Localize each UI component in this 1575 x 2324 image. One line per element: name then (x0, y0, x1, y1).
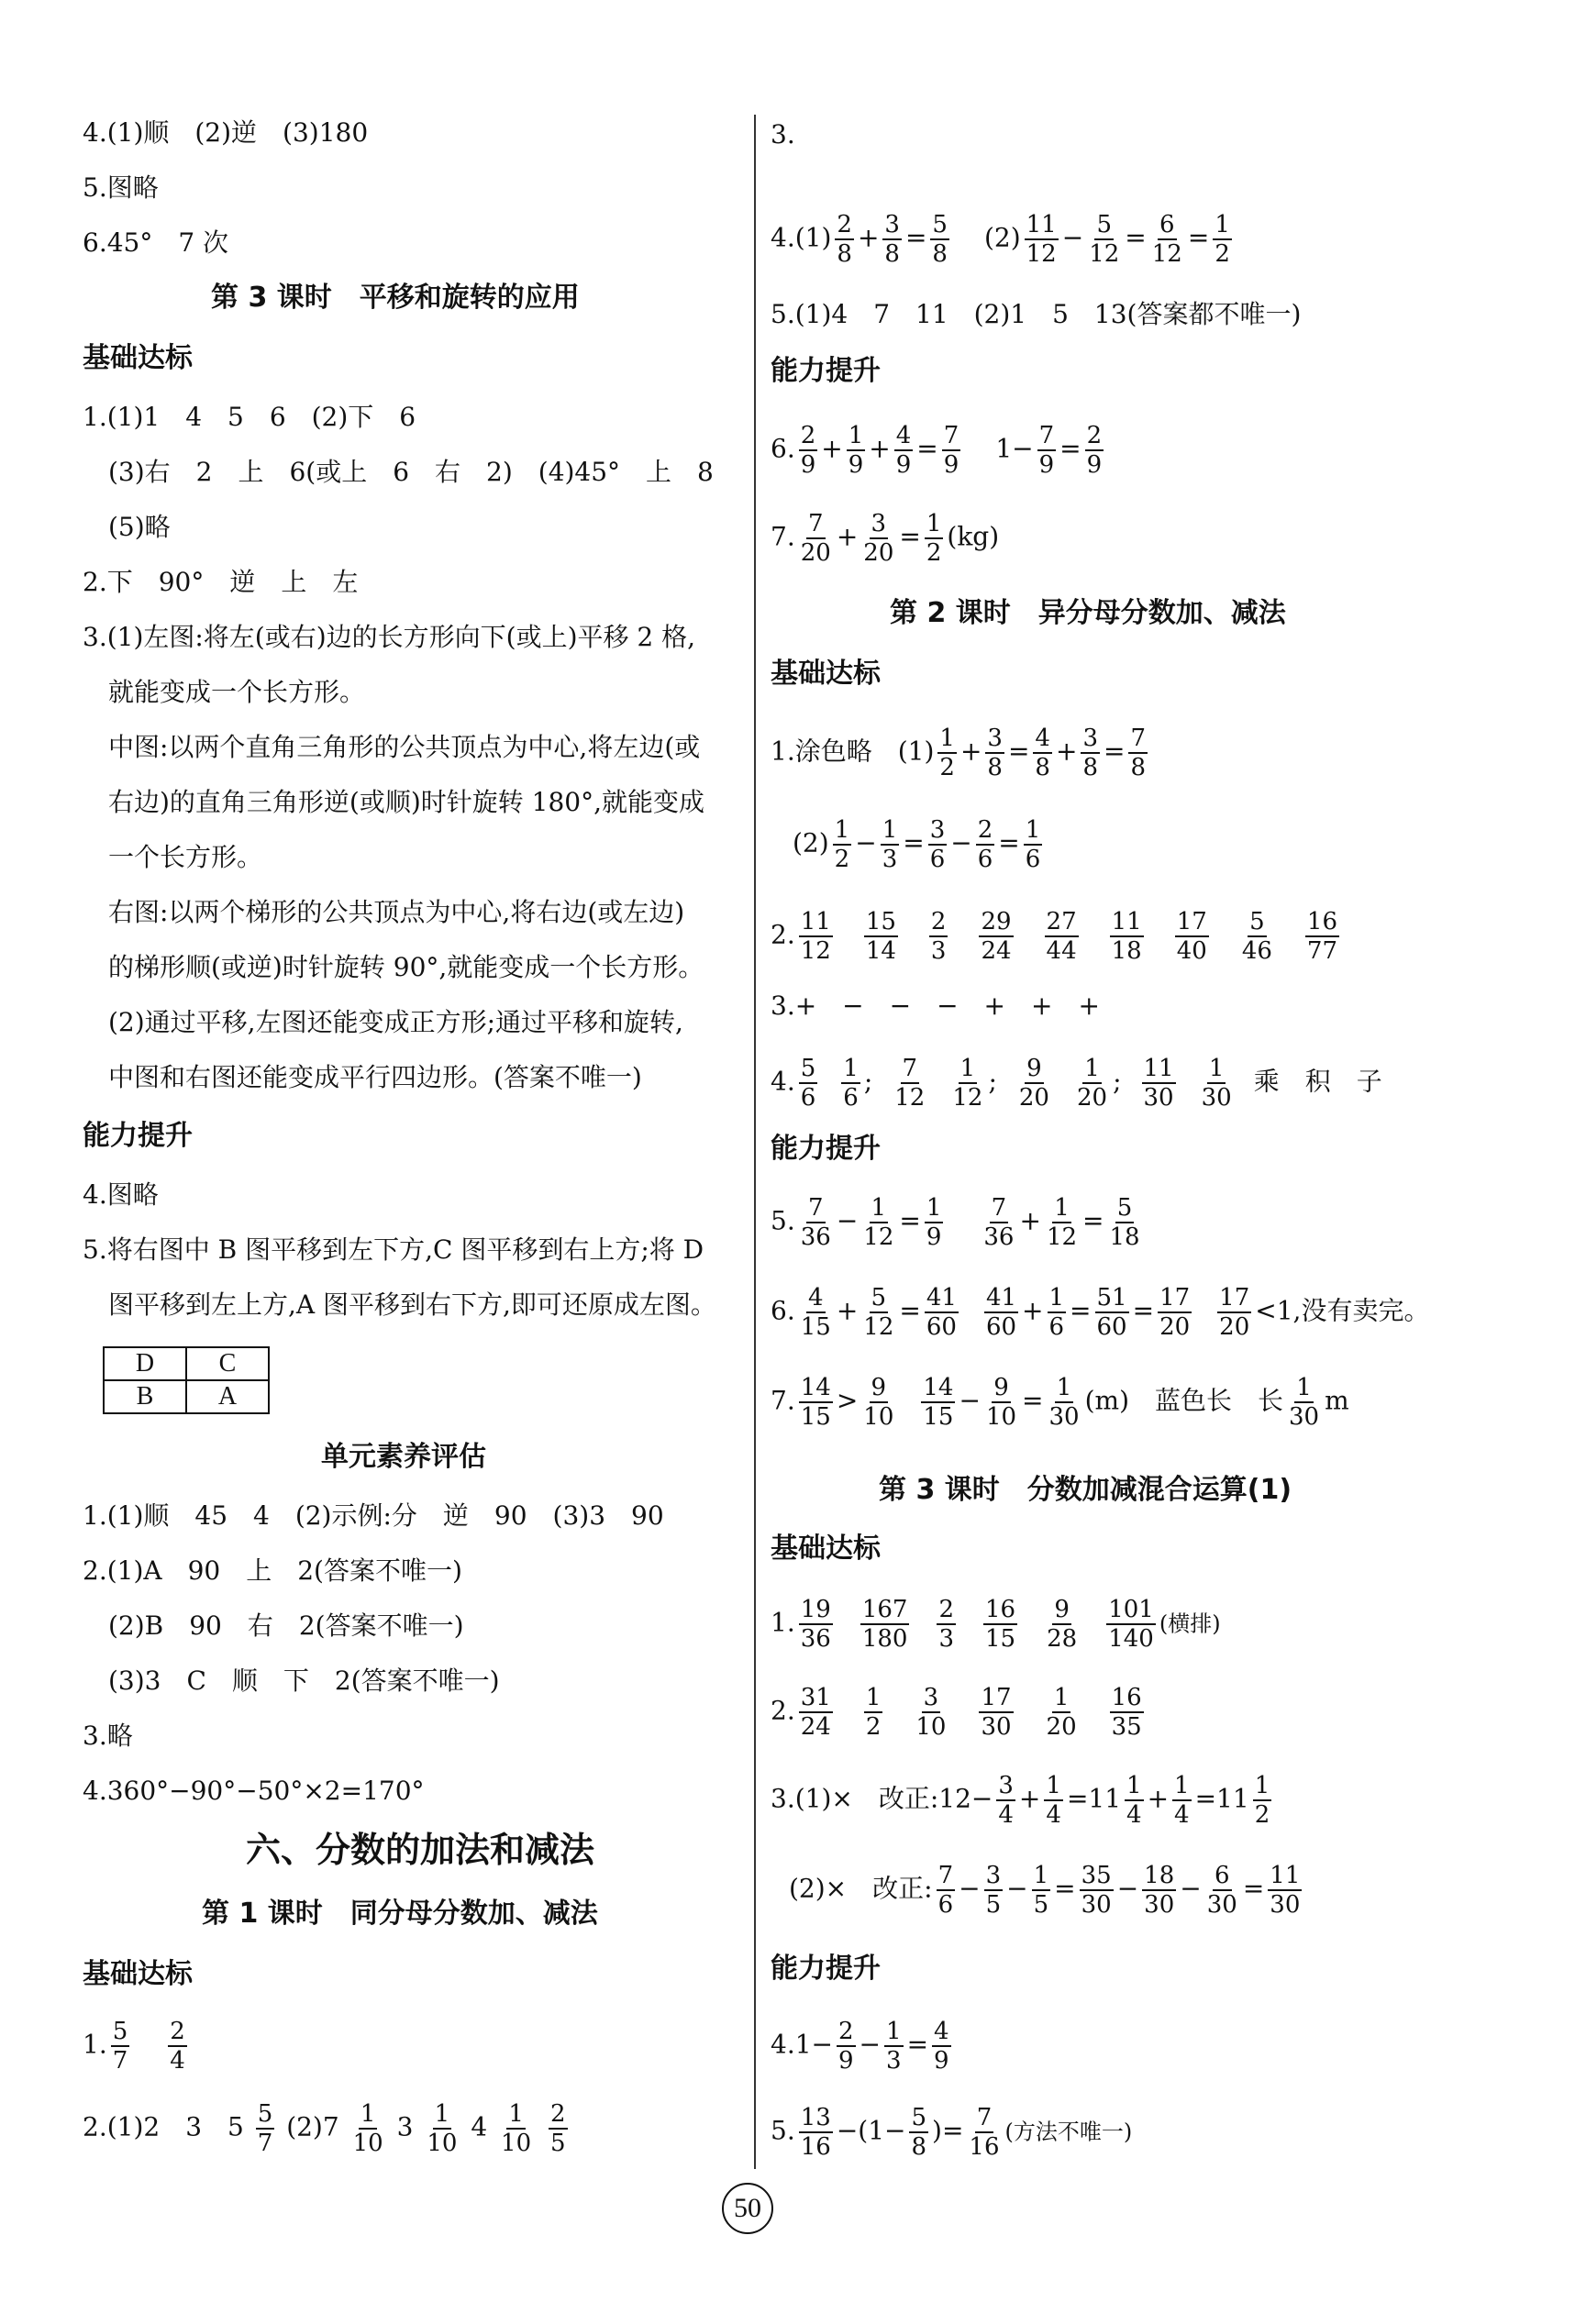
fraction: $\frac{2}{6}$ (977, 816, 993, 873)
fraction: $\frac{5}{8}$ (911, 2104, 927, 2161)
fraction: $\frac{17}{40}$ (1176, 908, 1207, 965)
fraction: $\frac{2}{3}$ (938, 1596, 954, 1653)
unit-text: (kg) (947, 521, 1000, 552)
question-label: 7. (771, 521, 795, 552)
answer-text: 乘 积 子 (1253, 1066, 1382, 1097)
fraction: $\frac{41}{60}$ (985, 1284, 1017, 1341)
fraction: $\frac{7}{16}$ (969, 2104, 1000, 2161)
fraction: $\frac{7}{8}$ (1130, 725, 1146, 781)
answer-text: (横排) (1159, 1610, 1221, 1637)
fraction: $\frac{11}{18}$ (1111, 908, 1142, 965)
fraction: $\frac{1}{20}$ (1046, 1684, 1077, 1741)
answer-line-fractions: 5. $\frac{13}{16}$ −(1− $\frac{5}{8}$ )= $\frac{7}{16}$ (方法不唯一) (771, 2104, 1133, 2161)
fraction: $\frac{5}{18}$ (1109, 1194, 1140, 1251)
answer-line-fractions: 6. $\frac{4}{15}$ + $\frac{5}{12}$ = $\frac{41}{60}$ $\frac{41}{60}$ + $\frac{1}{6}$ = $\frac{51}{60}$ = $\frac{17}{20}$ $\frac{17}{20}$ <1,没有卖完。 (771, 1284, 1430, 1341)
answer-line-fractions: 4.(1) $\frac{2}{8}$ + $\frac{3}{8}$ = $\frac{5}{8}$ (2) $\frac{11}{12}$ − $\frac{5}{12}$ = $\frac{6}{12}$ = $\frac{1}{2}$ (771, 211, 1230, 268)
fraction: $\frac{1}{4}$ (1126, 1772, 1142, 1829)
fraction: $\frac{51}{60}$ (1096, 1284, 1127, 1341)
fraction: $\frac{1}{2}$ (926, 510, 942, 567)
answer-text: =11 (1194, 1783, 1249, 1814)
unit-text: m (1325, 1385, 1349, 1416)
fraction: $\frac{5}{7}$ (257, 2100, 273, 2157)
question-label: 2. (771, 919, 795, 950)
fraction: $\frac{19}{36}$ (800, 1596, 831, 1653)
answer-line: 图平移到左上方,A 图平移到右下方,即可还原成左图。 (108, 1289, 716, 1320)
answer-line: 1.(1)顺 45 4 (2)示例:分 逆 90 (3)3 90 (83, 1500, 664, 1531)
answer-line: 5.图略 (83, 172, 159, 203)
fraction: $\frac{16}{77}$ (1306, 908, 1338, 965)
answer-line: 5.将右图中 B 图平移到左下方,C 图平移到右上方;将 D (83, 1234, 704, 1265)
answer-line-fractions: 7. $\frac{7}{20}$ + $\frac{3}{20}$ = $\frac{1}{2}$ (kg) (771, 510, 1000, 567)
answer-line: 中图和右图还能变成平行四边形。(答案不唯一) (108, 1062, 642, 1092)
fraction: $\frac{15}{14}$ (865, 908, 896, 965)
grid-cell: A (186, 1380, 269, 1413)
fraction: $\frac{1}{6}$ (1025, 816, 1041, 873)
answer-text: 2.(1)2 3 5 (83, 2111, 244, 2142)
question-label: 1. (771, 1607, 795, 1638)
section-heading: 能力提升 (771, 1953, 881, 1985)
answer-text: (2) (793, 827, 829, 858)
grid-cell: C (186, 1347, 269, 1380)
fraction: $\frac{13}{16}$ (800, 2104, 831, 2161)
fraction: $\frac{1}{4}$ (1174, 1772, 1190, 1829)
answer-line: 一个长方形。 (108, 842, 263, 872)
answer-line: 6.45° 7 次 (83, 227, 229, 258)
fraction: $\frac{1}{9}$ (926, 1194, 942, 1251)
fraction: $\frac{3}{10}$ (915, 1684, 947, 1741)
fraction: $\frac{7}{6}$ (937, 1862, 954, 1919)
answer-line: (5)略 (108, 512, 171, 542)
fraction: $\frac{4}{9}$ (934, 2018, 949, 2075)
answer-text: 4.(1) (771, 222, 832, 253)
question-label: 5. (771, 2115, 795, 2146)
fraction: $\frac{1}{10}$ (352, 2100, 383, 2157)
answer-text: (2)7 (286, 2111, 339, 2142)
answer-line: (2)B 90 右 2(答案不唯一) (108, 1610, 464, 1641)
answer-text: (2) (983, 222, 1021, 253)
answer-line: 4.360°−90°−50°×2=170° (83, 1776, 425, 1806)
answer-line: 1.(1)1 4 5 6 (2)下 6 (83, 402, 416, 432)
fraction: $\frac{3}{5}$ (985, 1862, 1002, 1919)
answer-line-fractions (771, 119, 795, 150)
grid-cell: B (104, 1380, 186, 1413)
fraction: $\frac{4}{15}$ (800, 1284, 831, 1341)
fraction: $\frac{1}{2}$ (834, 816, 850, 873)
answer-text: 4.1− (771, 2029, 833, 2060)
answer-text: 4 (471, 2111, 488, 2142)
fraction: $\frac{2}{5}$ (550, 2100, 566, 2157)
fraction: $\frac{1}{5}$ (1033, 1862, 1049, 1919)
answer-text: 3 (396, 2111, 414, 2142)
answer-text: =11 (1066, 1783, 1122, 1814)
question-label: 6. (771, 433, 795, 464)
fraction: $\frac{7}{36}$ (983, 1194, 1015, 1251)
fraction: $\frac{3}{8}$ (987, 725, 1003, 781)
question-label: 2. (771, 1695, 795, 1726)
fraction: $\frac{29}{24}$ (981, 908, 1012, 965)
section-heading: 基础达标 (771, 658, 881, 690)
fraction: $\frac{27}{44}$ (1046, 908, 1077, 965)
answer-line: 2.下 90° 逆 上 左 (83, 567, 359, 597)
answer-line: 4.(1)顺 (2)逆 (3)180 (83, 117, 369, 148)
fraction: $\frac{2}{9}$ (838, 2018, 854, 2075)
answer-line: 中图:以两个直角三角形的公共顶点为中心,将左边(或 (108, 732, 701, 762)
section-heading: 基础达标 (83, 1958, 193, 1990)
answer-line: (3)3 C 顺 下 2(答案不唯一) (108, 1666, 500, 1696)
question-label: 3. (771, 119, 795, 149)
fraction: $\frac{14}{15}$ (800, 1374, 831, 1431)
question-label: 4. (771, 1066, 795, 1097)
fraction: $\frac{1}{10}$ (501, 2100, 532, 2157)
fraction: $\frac{1}{12}$ (1046, 1194, 1078, 1251)
fraction: $\frac{18}{30}$ (1144, 1862, 1175, 1919)
section-heading: 基础达标 (83, 342, 193, 374)
question-label: 7. (771, 1385, 795, 1416)
fraction: $\frac{2}{9}$ (800, 422, 816, 479)
answer-text: (方法不唯一) (1004, 2119, 1133, 2145)
fraction: $\frac{11}{12}$ (1026, 211, 1057, 268)
fraction: $\frac{9}{10}$ (985, 1374, 1017, 1431)
fraction: $\frac{1}{30}$ (1048, 1374, 1080, 1431)
fraction: $\frac{14}{15}$ (923, 1374, 954, 1431)
fraction: $\frac{1}{2}$ (1254, 1772, 1270, 1829)
fraction: $\frac{11}{30}$ (1270, 1862, 1301, 1919)
fraction: $\frac{1}{6}$ (843, 1055, 859, 1112)
fraction: $\frac{1}{2}$ (865, 1684, 882, 1741)
answer-line: 2.(1)A 90 上 2(答案不唯一) (83, 1555, 462, 1586)
section-heading: 能力提升 (771, 355, 881, 387)
lesson-heading: 第 2 课时 异分母分数加、减法 (890, 597, 1286, 629)
question-label: 5. (771, 1205, 795, 1236)
fraction: $\frac{5}{12}$ (863, 1284, 894, 1341)
fraction: $\frac{7}{9}$ (943, 422, 959, 479)
column-divider (754, 115, 756, 2169)
section-heading: 能力提升 (771, 1133, 881, 1165)
fraction: $\frac{1}{3}$ (886, 2018, 902, 2075)
section-heading: 基础达标 (771, 1533, 881, 1565)
fraction: $\frac{5}{8}$ (932, 211, 948, 268)
fraction: $\frac{31}{24}$ (800, 1684, 831, 1741)
fraction: $\frac{17}{20}$ (1219, 1284, 1250, 1341)
fraction: $\frac{1}{30}$ (1289, 1374, 1320, 1431)
answer-line-fractions: 4.1− $\frac{2}{9}$ − $\frac{1}{3}$ = $\frac{4}{9}$ (771, 2018, 949, 2075)
fraction: $\frac{7}{12}$ (894, 1055, 926, 1112)
answer-line: (2)通过平移,左图还能变成正方形;通过平移和旋转, (108, 1007, 683, 1037)
answer-line-fractions (771, 908, 1343, 965)
answer-line: 4.图略 (83, 1179, 159, 1210)
answer-text: <1,没有卖完。 (1255, 1295, 1430, 1326)
fraction: $\frac{5}{6}$ (800, 1055, 816, 1112)
answer-line-fractions: 4. $\frac{5}{6}$ $\frac{1}{6}$ ; $\frac{7}{12}$ $\frac{1}{12}$ ; $\frac{9}{20}$ $\frac{1}{20}$ ; $\frac{11}{30}$ $\frac{1}{30}$ 乘 积 子 (771, 1055, 1382, 1112)
question-label: 6. (771, 1295, 795, 1326)
fraction: $\frac{7}{9}$ (1038, 422, 1055, 479)
fraction: $\frac{16}{15}$ (985, 1596, 1016, 1653)
answer-line: (3)右 2 上 6(或上 6 右 2) (4)45° 上 8 (108, 457, 714, 487)
fraction: $\frac{1}{2}$ (939, 725, 955, 781)
fraction: $\frac{3}{4}$ (998, 1772, 1014, 1829)
chapter-heading: 六、分数的加法和减法 (246, 1830, 595, 1870)
fraction: $\frac{9}{28}$ (1047, 1596, 1078, 1653)
answer-line-fractions: (2) $\frac{1}{2}$ − $\frac{1}{3}$ = $\frac{3}{6}$ − $\frac{2}{6}$ = $\frac{1}{6}$ (793, 816, 1041, 873)
answer-text: 1− (995, 433, 1034, 464)
fraction: $\frac{6}{12}$ (1151, 211, 1182, 268)
fraction: $\frac{4}{9}$ (895, 422, 912, 479)
answer-line-fractions: 7. $\frac{14}{15}$ > $\frac{9}{10}$ $\frac{14}{15}$ − $\frac{9}{10}$ = $\frac{1}{30}$ (m) 蓝色长 长 $\frac{1}{30}$ m (771, 1374, 1349, 1431)
fraction: $\frac{1}{9}$ (848, 422, 864, 479)
fraction: $\frac{5}{46}$ (1241, 908, 1272, 965)
fraction: $\frac{4}{8}$ (1035, 725, 1050, 781)
fraction: $\frac{11}{30}$ (1143, 1055, 1174, 1112)
answer-line-fractions: 5. $\frac{7}{36}$ − $\frac{1}{12}$ = $\frac{1}{9}$ $\frac{7}{36}$ + $\frac{1}{12}$ = $\frac{5}{18}$ (771, 1194, 1140, 1251)
fraction: $\frac{2}{3}$ (930, 908, 947, 965)
answer-line-fractions (83, 2100, 571, 2157)
answer-text: 1.涂色略 (1) (771, 736, 935, 767)
fraction: $\frac{167}{180}$ (861, 1596, 908, 1653)
fraction: $\frac{5}{12}$ (1089, 211, 1120, 268)
fraction: $\frac{41}{60}$ (926, 1284, 957, 1341)
fraction: $\frac{1}{4}$ (1046, 1772, 1061, 1829)
fraction: $\frac{7}{36}$ (800, 1194, 831, 1251)
answer-text: (m) 蓝色长 长 (1084, 1385, 1283, 1416)
question-label: 1. (83, 2029, 107, 2060)
answer-line-fractions (771, 1684, 1148, 1741)
fraction: $\frac{7}{20}$ (800, 510, 831, 567)
answer-line: 3.略 (83, 1721, 133, 1751)
fraction: $\frac{3}{20}$ (863, 510, 894, 567)
answer-line: 就能变成一个长方形。 (108, 677, 366, 707)
fraction: $\frac{1}{2}$ (1215, 211, 1230, 268)
fraction: $\frac{1}{12}$ (863, 1194, 894, 1251)
answer-line-fractions (771, 1596, 1221, 1653)
answer-line-fractions: 3.(1)× 改正:12− $\frac{3}{4}$ + $\frac{1}{4}$ =11 $\frac{1}{4}$ + $\frac{1}{4}$ =11 $\frac{1}{2}$ (771, 1772, 1270, 1829)
grid-cell: D (104, 1347, 186, 1380)
answer-line-fractions: 1.涂色略 (1) $\frac{1}{2}$ + $\frac{3}{8}$ = $\frac{4}{8}$ + $\frac{3}{8}$ = $\frac{7}{8}$ (771, 725, 1146, 781)
fraction: $\frac{17}{20}$ (1159, 1284, 1191, 1341)
fraction: $\frac{35}{30}$ (1081, 1862, 1112, 1919)
lesson-heading: 第 3 课时 平移和旋转的应用 (211, 282, 580, 314)
fraction: $\frac{2}{9}$ (1086, 422, 1103, 479)
fraction: $\frac{6}{30}$ (1206, 1862, 1237, 1919)
fraction: $\frac{3}{8}$ (884, 211, 900, 268)
fraction: $\frac{2}{8}$ (837, 211, 852, 268)
fraction: $\frac{1}{6}$ (1048, 1284, 1065, 1341)
fraction: $\frac{9}{10}$ (863, 1374, 894, 1431)
fraction: $\frac{17}{30}$ (981, 1684, 1012, 1741)
answer-line: 的梯形顺(或逆)时针旋转 90°,就能变成一个长方形。 (108, 952, 704, 982)
fraction: $\frac{9}{20}$ (1018, 1055, 1049, 1112)
answer-line-fractions (83, 2018, 191, 2075)
fraction: $\frac{1}{10}$ (427, 2100, 458, 2157)
fraction: $\frac{2}{4}$ (170, 2018, 185, 2075)
answer-line: 5.(1)4 7 11 (2)1 5 13(答案都不唯一) (771, 299, 1302, 329)
answer-text: (2)× 改正: (789, 1873, 933, 1904)
fraction: $\frac{1}{20}$ (1076, 1055, 1108, 1112)
section-heading: 能力提升 (83, 1120, 193, 1152)
answer-line: 3.+ − − − + + + (771, 990, 1100, 1021)
unit-heading: 单元素养评估 (321, 1441, 486, 1473)
answer-line-fractions: (2)× 改正: $\frac{7}{6}$ − $\frac{3}{5}$ − $\frac{1}{5}$ = $\frac{35}{30}$ − $\frac{18}{30}$ − $\frac{6}{30}$ = $\frac{11}{30}$ (789, 1862, 1301, 1919)
answer-text: −(1− (836, 2115, 906, 2146)
answer-line-fractions: 6. $\frac{2}{9}$ + $\frac{1}{9}$ + $\frac{4}{9}$ = $\frac{7}{9}$ 1− $\frac{7}{9}$ = $\frac{2}{9}$ (771, 422, 1103, 479)
restore-grid (103, 1346, 270, 1414)
fraction: $\frac{1}{3}$ (882, 816, 898, 873)
fraction: $\frac{11}{12}$ (800, 908, 831, 965)
fraction: $\frac{1}{30}$ (1201, 1055, 1232, 1112)
fraction: $\frac{101}{140}$ (1108, 1596, 1154, 1653)
fraction: $\frac{3}{6}$ (929, 816, 946, 873)
answer-line: 3.(1)左图:将左(或右)边的长方形向下(或上)平移 2 格, (83, 622, 696, 652)
fraction: $\frac{5}{7}$ (112, 2018, 128, 2075)
fraction: $\frac{3}{8}$ (1082, 725, 1098, 781)
page-number: 50 (722, 2183, 773, 2234)
answer-line: 右边)的直角三角形逆(或顺)时针旋转 180°,就能变成 (108, 787, 705, 817)
answer-line: 右图:以两个梯形的公共顶点为中心,将右边(或左边) (108, 897, 685, 927)
fraction: $\frac{16}{35}$ (1111, 1684, 1142, 1741)
lesson-heading: 第 1 课时 同分母分数加、减法 (202, 1898, 598, 1930)
fraction: $\frac{1}{12}$ (952, 1055, 983, 1112)
answer-text: 3.(1)× 改正:12− (771, 1783, 993, 1814)
lesson-heading: 第 3 课时 分数加减混合运算(1) (879, 1474, 1292, 1506)
